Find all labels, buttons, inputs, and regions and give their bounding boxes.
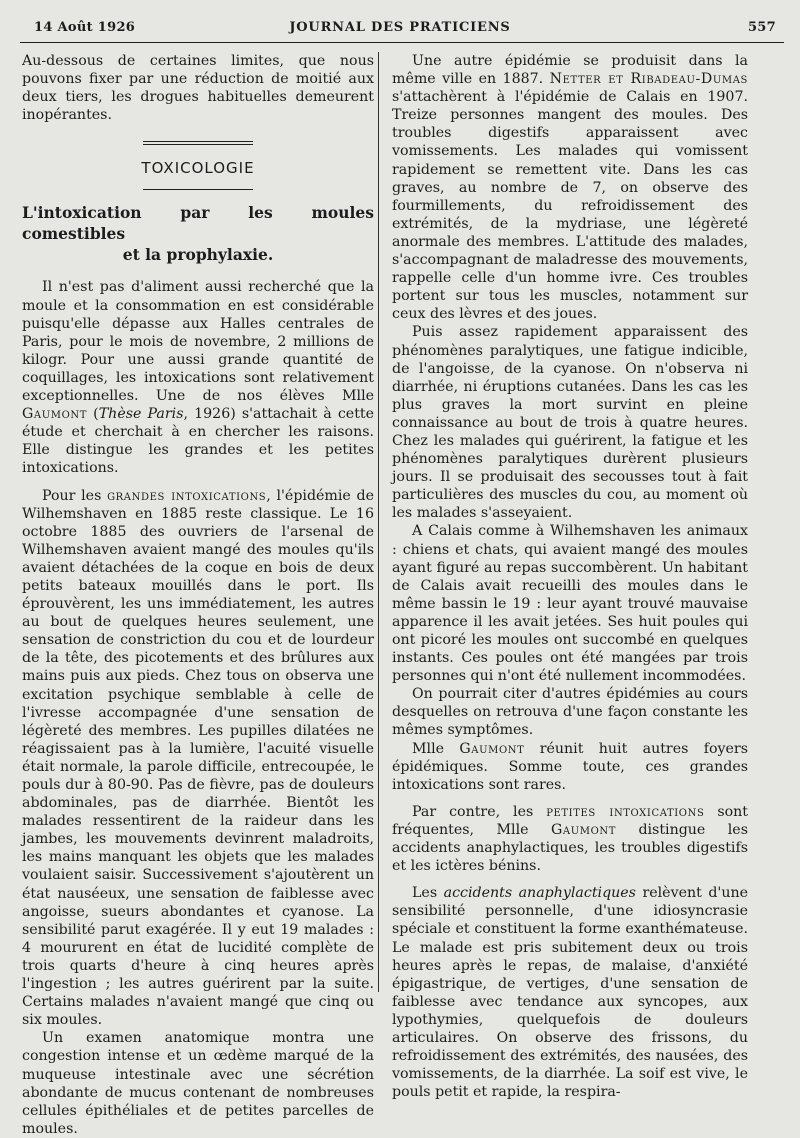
term-accidents-anaphylactiques: accidents anaphylactiques [443, 885, 636, 902]
article-title [22, 202, 374, 265]
intro-paragraph: Au-dessous de certaines limites, que nous pouvons fixer par une réduction de moitié aux deux tiers, les drogues habituelles demeurent inopérantes. [22, 53, 374, 124]
left-column [22, 52, 374, 1138]
header-page-number: 557 [747, 20, 776, 35]
running-header [20, 18, 780, 42]
paragraph-grandes-intoxications: Pour les grandes intoxications, l'épidémie de Wilhemshaven en 1885 reste classique. Le 16 octobre 1885 des ouvriers de l'arsenal de Wilhemshaven avaient mangé des moules qu'ils avaient détachées de la coque en bois de deux petits bateaux mouillés dans le port. Ils éprouvèrent, les uns immédiatement, les autres au bout de quelques heures seulement, une sensation de constriction du cou et de lourdeur de la tête, des picotements et des brûlures aux mains puis aux pieds. Chez tous on observa une excitation psychique semblable à celle de l'ivresse accompagnée d'une sensation de légèreté des membres. Les pupilles dilatées ne réagissaient pas à la lumière, l'acuité visuelle était normale, la parole difficile, entrecoupée, le pouls dur à 80-90. Pas de fièvre, pas de douleurs abdominales, pas de diarrhée. Bientôt les malades ressentirent de la raideur dans les jambes, les mouvements devinrent maladroits, les mains manquant les objets que les malades voulaient saisir. Successivement s'ajoutèrent un état nauséeux, une sensation de faiblesse avec angoisse, sueurs abondantes et cyanose. La sensibilité parut exagérée. Il y eut 19 malades : 4 moururent en état de lucidité complète de trois quarts d'heure à cinq heures après l'ingestion ; les autres guérirent par la suite. Certains malades n'avaient mangé que cinq ou six moules. [22, 487, 374, 1029]
author-name: Gaumont [550, 821, 616, 838]
right-column [392, 52, 748, 1101]
author-name: Gaumont [459, 740, 525, 757]
header-journal-title: JOURNAL DES PRATICIENS [289, 20, 511, 35]
article-title-line2: et la prophylaxie. [122, 245, 274, 265]
section-ornament-bottom [143, 189, 253, 190]
column-divider [378, 52, 379, 992]
thesis-reference: Thèse Paris [98, 406, 184, 423]
term-petites-intoxications: petites intoxications [546, 803, 705, 820]
paragraph-intro-moules: Il n'est pas d'aliment aussi recherché que la moule et la consommation en est considérable puisqu'elle dépasse aux Halles centrales de Paris, pour le mois de novembre, 2 millions de kilogr. Pour une aussi grande quantité de coquillages, les intoxications sont relativement exceptionnelles. Une de nos élèves Mlle Gaumont (Thèse Paris, 1926) s'attachait à cette étude et cherchait à en chercher les raisons. Elle distingue les grandes et les petites intoxications. [22, 279, 375, 477]
paragraph-phenomenes-paralytiques: Puis assez rapidement apparaissent des phénomènes paralytiques, une fatigue indicible, de l'angoisse, de la cyanose. On n'observa ni diarrhée, ni éruptions cutanées. Dans les cas les plus graves la mort survint en pleine connaissance au bout de trois à quatre heures. Chez les malades qui guérirent, la fatigue et les phénomènes paralytiques durèrent plusieurs jours. Il se produisait des secousses tout à fait particulières des muscles du cou, au moment où les malades s'asseyaient. [392, 324, 748, 522]
article-title-line1: L'intoxication par les moules comestibles [22, 203, 374, 244]
section-ornament-top [143, 141, 253, 145]
paragraph-epidemie-calais: Une autre épidémie se produisit dans la même ville en 1887. Netter et Ribadeau-Dumas s'attachèrent à l'épidémie de Calais en 1907. Treize personnes mangent des moules. Des troubles digestifs apparaissent avec vomissements. Les malades qui vomissent rapidement se remettent vite. Dans les cas graves, au nombre de 7, on observe des fourmillements, du refroidissement des extrémités, de la mydriase, une légèreté anormale des membres. L'attitude des malades, s'accompagnant de maladresse des mouvements, rappelle celle d'un homme ivre. Ces troubles portent sur tous les muscles, notamment sur ceux des lèvres et des joues. [392, 53, 748, 323]
author-names: Netter et Ribadeau-Dumas [549, 71, 748, 88]
author-name: Gaumont [22, 406, 88, 423]
paragraph-examen-anatomique: Un examen anatomique montra une congestion intense et un œdème marqué de la muqueuse intestinale avec une sécrétion abondante de mucus contenant de nombreuses cellules épithéliales et de petites parcelles de moules. [22, 1030, 374, 1137]
paragraph-animaux: A Calais comme à Wilhemshaven les animaux : chiens et chats, qui avaient mangé des moules ayant figuré au repas succombèrent. Un habitant de Calais avait recueilli des moules dans le même bassin le 19 : leur ayant trouvé mauvaise apparence il les avait jetées. Ses huit poules qui ont picoré les moules ont succombé en quelques instants. Ces poules ont été mangées par trois personnes qui n'ont été nullement incommodées. [392, 523, 748, 685]
header-date: 14 Août 1926 [34, 20, 136, 35]
header-rule [20, 42, 784, 43]
section-heading: TOXICOLOGIE [141, 159, 255, 178]
paragraph-foyers-epidemiques: Mlle Gaumont réunit huit autres foyers épidémiques. Somme toute, ces grandes intoxications sont rares. [392, 740, 748, 793]
term-grandes-intoxications: grandes intoxications [107, 487, 267, 504]
paragraph-autres-epidemies: On pourrait citer d'autres épidémies au cours desquelles on retrouva d'une façon constante les mêmes symptômes. [392, 686, 748, 739]
paragraph-petites-intoxications: Par contre, les petites intoxications sont fréquentes, Mlle Gaumont distingue les accidents anaphylactiques, les troubles digestifs et les ictères bénins. [392, 803, 748, 875]
paragraph-accidents-anaphylactiques: Les accidents anaphylactiques relèvent d'une sensibilité personnelle, d'une idiosyncrasie spéciale et constituent la forme exanthémateuse. Le malade est pris subitement deux ou trois heures après le repas, de malaise, d'anxiété épigastrique, de vertiges, d'une sensation de faiblesse avec tendance aux syncopes, aux lypothymies, quelquefois de douleurs articulaires. On observe des frissons, du refroidissement des extrémités, des nausées, des vomissements, de la diarrhée. La soif est vive, le pouls petit et rapide, la respira- [392, 885, 748, 1101]
